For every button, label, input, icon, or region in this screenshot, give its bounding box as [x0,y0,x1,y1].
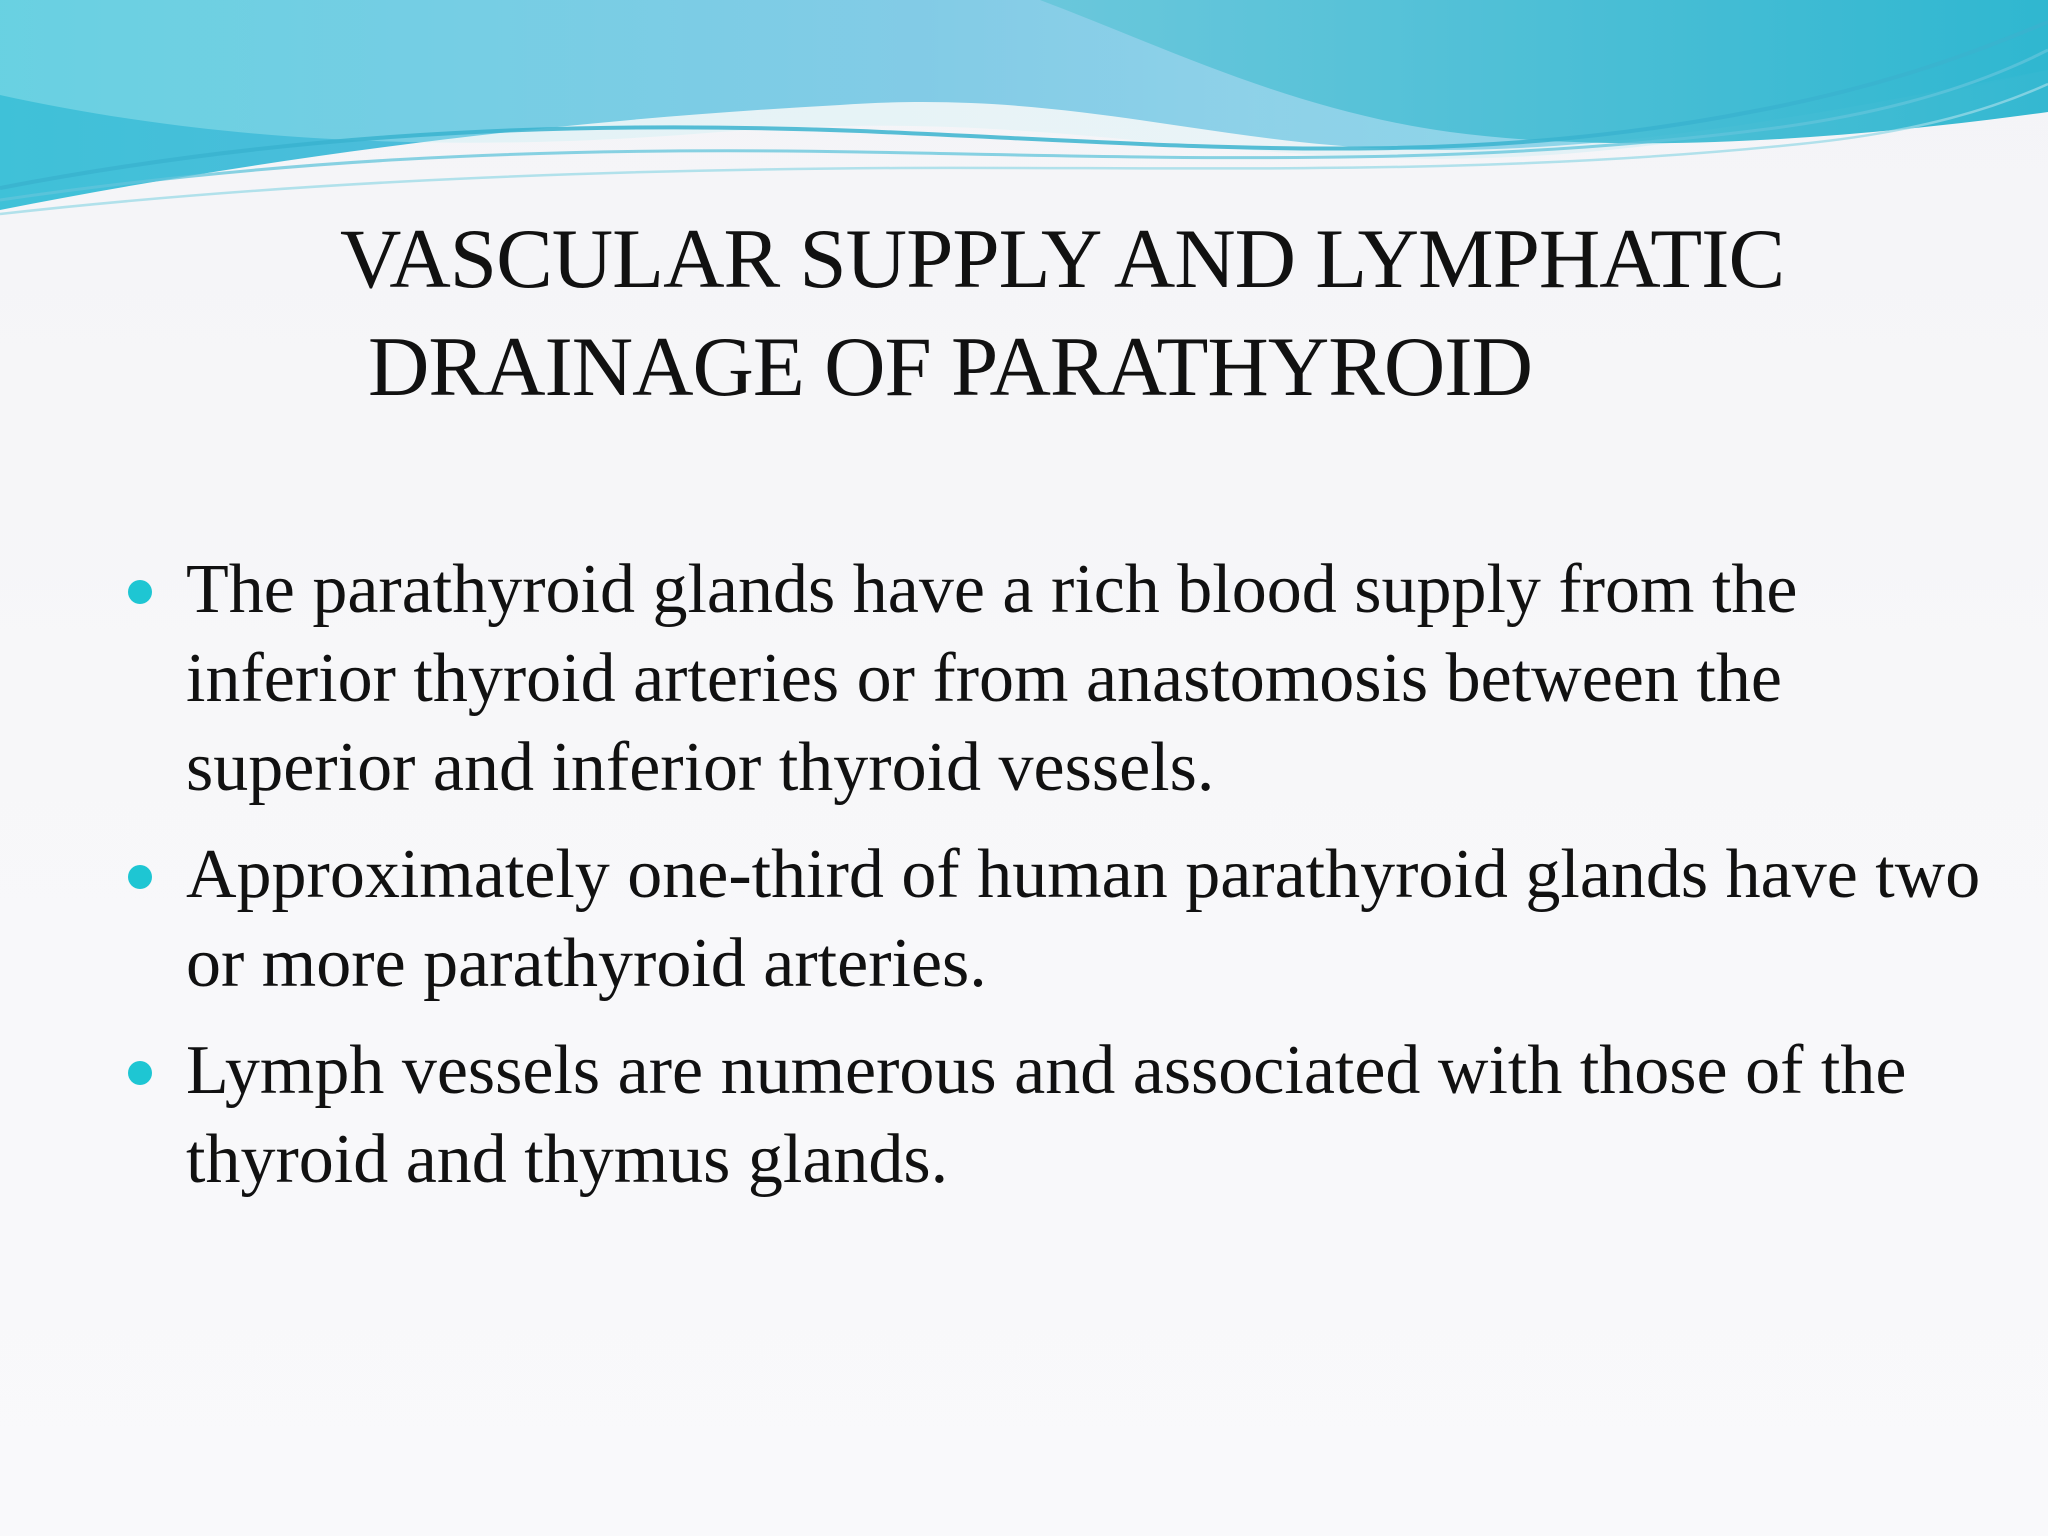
filled-circle-bullet-icon [128,1061,152,1085]
filled-circle-bullet-icon [128,865,152,889]
slide-title-line: VASCULAR SUPPLY AND LYMPHATIC [340,212,1785,306]
bullet-text: The parathyroid glands have a rich blood supply from the inferior thyroid arteries or from anastomosis between the superior and inferior thyroid vessels. [186,551,1798,806]
header-wave-decoration [0,0,2048,240]
bullet-text: Lymph vessels are numerous and associated with those of the thyroid and thymus glands. [186,1032,1907,1198]
slide-title-line: DRAINAGE OF PARATHYROID [368,320,1532,414]
bullet-item [120,830,1990,1008]
filled-circle-bullet-icon [128,580,152,604]
bullet-item [120,1026,1990,1204]
bullet-item [120,545,1990,812]
bullet-list [120,545,1990,1222]
slide-title [340,205,1980,421]
bullet-text: Approximately one-third of human parathyroid glands have two or more parathyroid arteries. [186,836,1981,1002]
